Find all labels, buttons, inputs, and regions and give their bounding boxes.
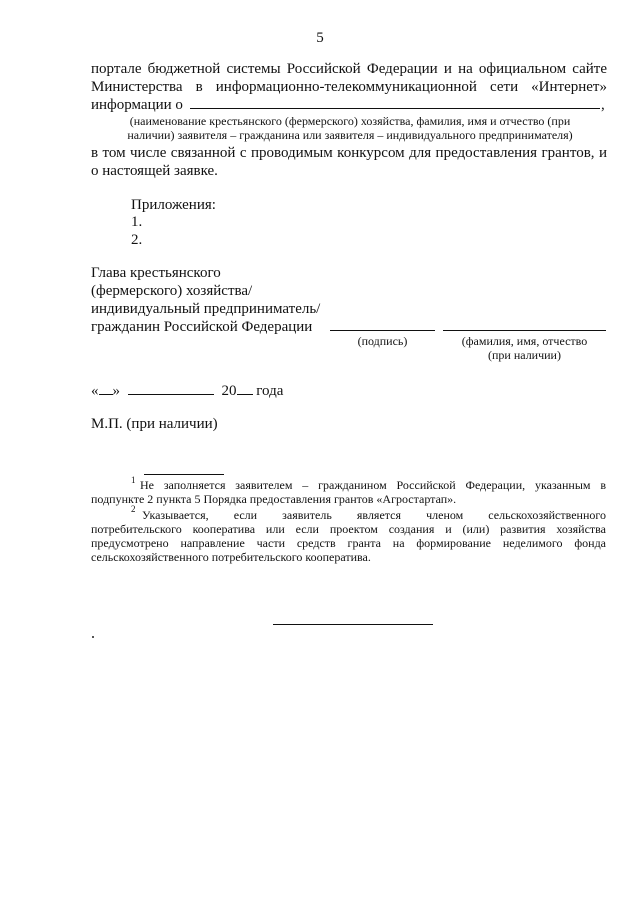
date-month-blank: [128, 381, 214, 395]
attachment-item-2: 2.: [131, 232, 143, 248]
footnote-separator: [144, 474, 224, 475]
footnote-1-line-2: подпункте 2 пункта 5 Порядка предоставления грантов «Агростартап».: [91, 492, 457, 506]
date-line: [91, 381, 283, 400]
signatory-line-2: (фермерского) хозяйства/: [91, 283, 253, 299]
seal-note: М.П. (при наличии): [91, 416, 218, 432]
signatory-line-3: индивидуальный предприниматель/: [91, 301, 321, 317]
signature-blank-line: [330, 330, 435, 331]
date-open-quote: «: [91, 383, 99, 399]
footnote-1-line-1: Не заполняется заявителем – гражданином Российской Федерации, указанным в: [140, 478, 606, 492]
date-year-blank: [237, 381, 253, 395]
scan-dot: [92, 636, 94, 638]
signature-caption: (подпись): [357, 334, 408, 348]
attachment-item-1: 1.: [131, 214, 143, 230]
paragraph-line-1: порталe бюджетной системы Российской Федерации и на официальном сайте: [91, 61, 607, 77]
full-name-caption-line-2: (при наличии): [488, 348, 561, 362]
date-year-prefix: 20: [221, 383, 237, 399]
paragraph-line-4: в том числе связанной с проводимым конкурсом для предоставления грантов, и: [91, 145, 607, 161]
full-name-caption-line-1: (фамилия, имя, отчество: [461, 334, 588, 348]
footnote-2-marker: 2: [131, 504, 136, 514]
paragraph-line-5: о настоящей заявке.: [91, 163, 218, 179]
applicant-caption-line-1: (наименование крестьянского (фермерского) хозяйства, фамилия, имя и отчество (при: [129, 114, 571, 128]
date-close-quote: »: [112, 383, 120, 399]
signatory-line-4: гражданин Российской Федерации: [91, 319, 313, 335]
footnote-2-line-4: сельскохозяйственного потребительского кооператива.: [91, 550, 371, 564]
applicant-name-blank-line: [190, 108, 600, 109]
footnote-2-line-3: предусмотрено направление части средств гранта на формирование неделимого фонда: [91, 536, 606, 550]
full-name-blank-line: [443, 330, 606, 331]
paragraph-line-3-prefix: информации о: [91, 97, 183, 113]
signatory-line-1: Глава крестьянского: [91, 265, 221, 281]
date-day-blank: [99, 381, 113, 395]
footnote-2-line-2: потребительского кооператива или если проектом создания и (или) развития хозяйства: [91, 522, 606, 536]
attachments-heading: Приложения:: [131, 197, 216, 213]
paragraph-line-3-comma: ,: [601, 97, 605, 113]
footnote-2-line-1: Указывается, если заявитель является членом сельскохозяйственного: [142, 508, 606, 522]
footnote-1-marker: 1: [131, 475, 136, 485]
date-year-word: года: [256, 383, 284, 399]
applicant-caption-line-2: наличии) заявителя – гражданина или заявителя – индивидуального предпринимателя): [127, 128, 573, 142]
closing-separator: [273, 624, 433, 625]
page-number: 5: [316, 30, 324, 46]
paragraph-line-2: Министерства в информационно-телекоммуникационной сети «Интернет»: [91, 79, 607, 95]
